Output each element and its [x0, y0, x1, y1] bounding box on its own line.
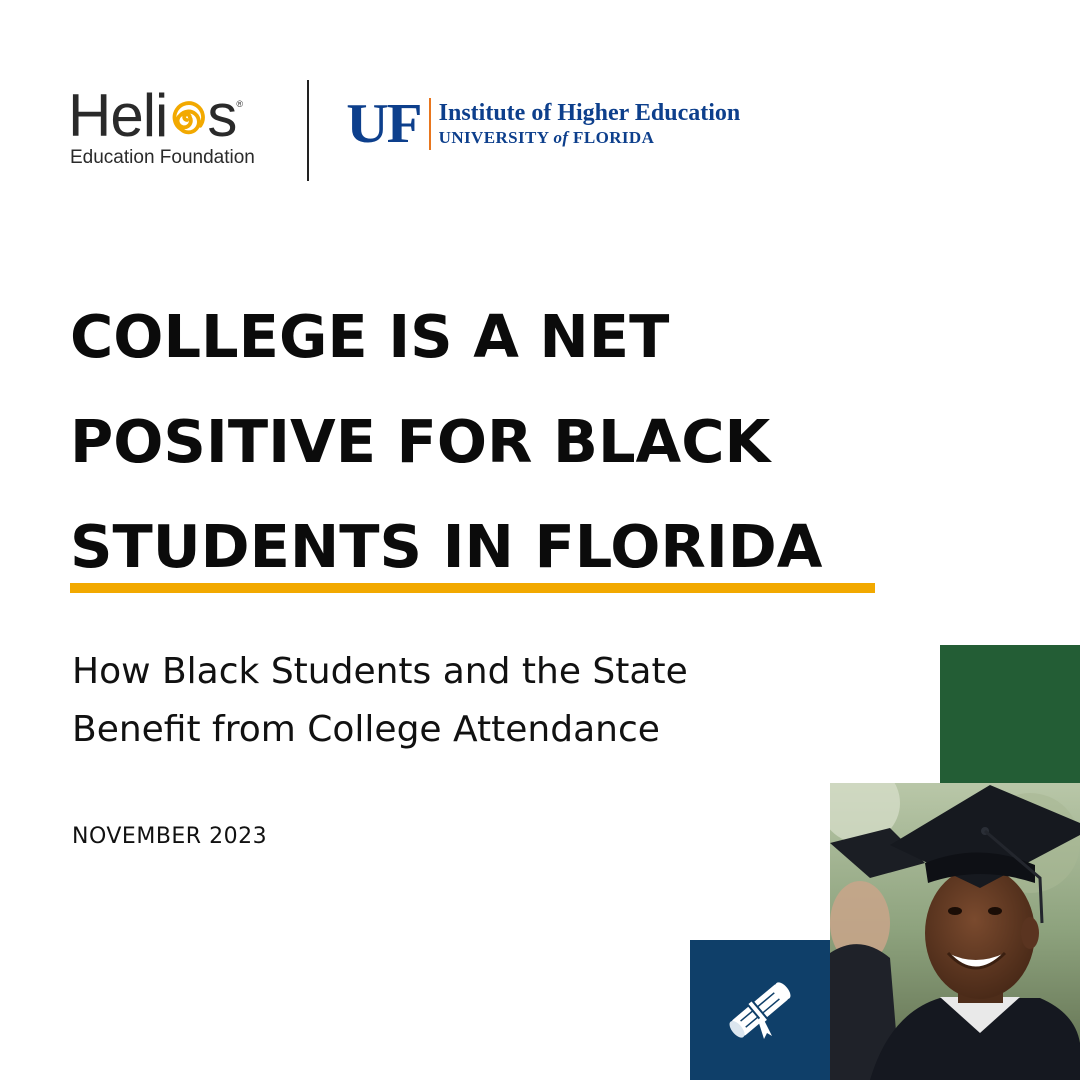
- publication-date: NOVEMBER 2023: [72, 824, 268, 849]
- helios-logo: [68, 82, 278, 168]
- uf-mark: UF: [346, 93, 421, 155]
- diploma-icon: [720, 970, 800, 1050]
- uf-university-name: [439, 127, 741, 149]
- logo-divider: [307, 80, 309, 181]
- title-line-1: COLLEGE IS A NET: [70, 302, 670, 371]
- title-line-2: POSITIVE FOR BLACK: [70, 407, 771, 476]
- title-line-3: STUDENTS IN FLORIDA: [70, 512, 823, 581]
- graduate-photo: [830, 783, 1080, 1080]
- helios-swirl-icon: [168, 101, 206, 139]
- uf-university-of: of: [553, 128, 569, 147]
- uf-accent-bar: [429, 98, 431, 150]
- helios-subtitle: Education Foundation: [70, 147, 255, 168]
- page-title: [70, 284, 930, 599]
- uf-logo: [346, 93, 741, 155]
- subtitle-line-1: How Black Students and the State: [72, 651, 688, 692]
- graduate-illustration: [830, 783, 1080, 1080]
- uf-wordmark: [439, 99, 741, 149]
- title-underline: [70, 583, 875, 593]
- blue-accent-block: [690, 940, 830, 1080]
- green-accent-block: [940, 645, 1080, 783]
- helios-wordmark-start: Heli: [68, 82, 168, 149]
- registered-mark: ®: [236, 99, 242, 109]
- helios-wordmark-end: s: [207, 82, 237, 149]
- subtitle-line-2: Benefit from College Attendance: [72, 709, 660, 750]
- uf-institute-name: Institute of Higher Education: [438, 100, 741, 126]
- uf-university-part1: UNIVERSITY: [438, 128, 554, 147]
- helios-wordmark: [68, 82, 278, 149]
- logo-row: [0, 0, 1080, 200]
- page-subtitle: [72, 643, 912, 759]
- uf-university-part2: FLORIDA: [568, 128, 655, 147]
